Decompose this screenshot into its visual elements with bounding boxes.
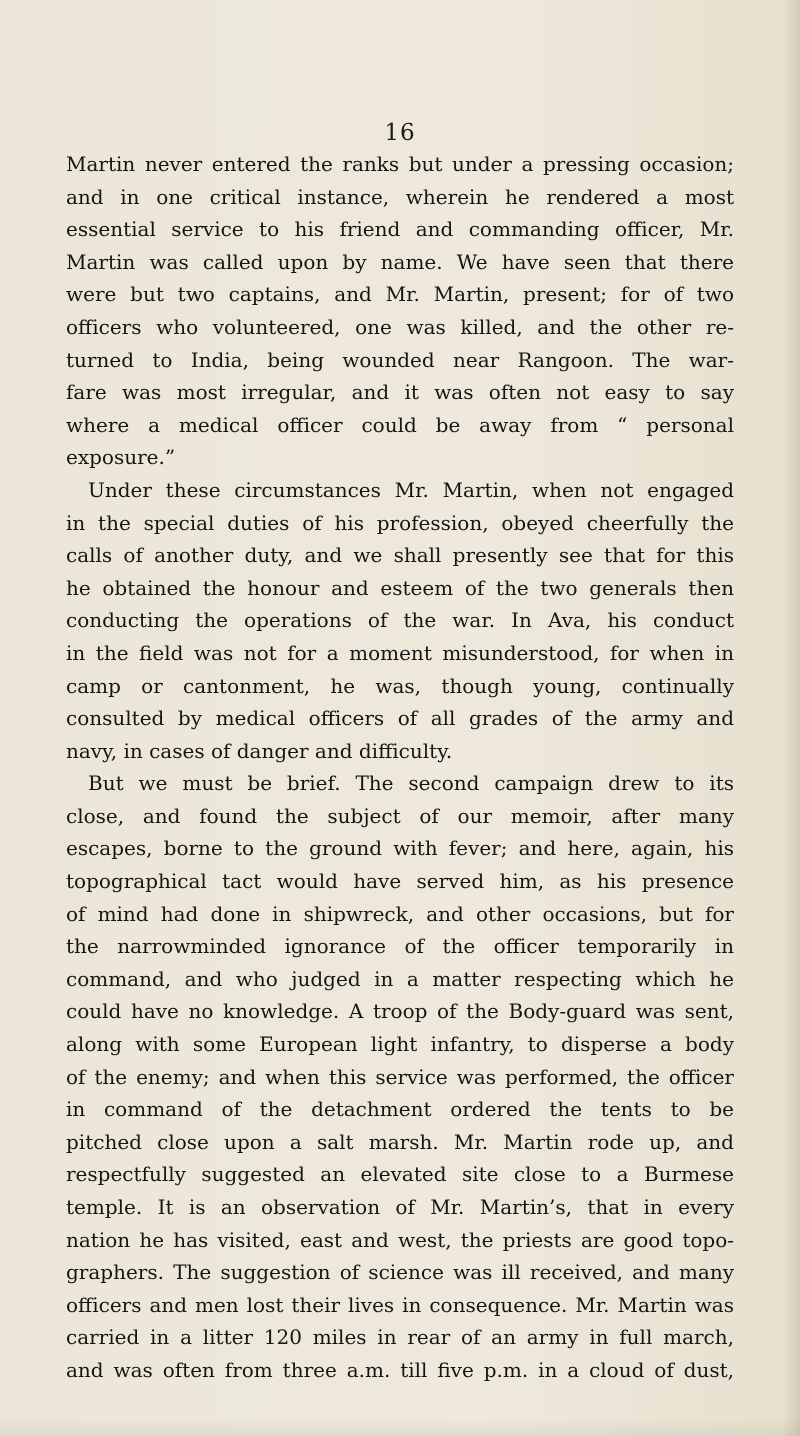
text-line: Martin was called upon by name. We have seen that there (66, 249, 734, 274)
text-line: exposure.” (66, 445, 176, 470)
text-line: camp or cantonment, he was, though young, continually (66, 673, 734, 698)
text-line: But we must be brief. The second campaign drew to its (88, 771, 734, 796)
text-line: in the special duties of his profession, obeyed cheerfully the (66, 510, 734, 535)
text-line: escapes, borne to the ground with fever; and here, again, his (66, 836, 734, 861)
text-line: in the field was not for a moment misunderstood, for when in (66, 640, 734, 665)
text-line: of mind had done in shipwreck, and other occasions, but for (66, 901, 734, 926)
page-edge-shadow (782, 0, 800, 1436)
text-line: conducting the operations of the war. In Ava, his conduct (66, 608, 734, 633)
text-line: fare was most irregular, and it was often not easy to say (66, 380, 734, 405)
text-line: nation he has visited, east and west, the priests are good topo- (66, 1227, 734, 1252)
text-line: where a medical officer could be away from “ personal (66, 412, 734, 437)
text-line: respectfully suggested an elevated site close to a Burmese (66, 1162, 734, 1187)
text-line: turned to India, being wounded near Rangoon. The war- (66, 347, 734, 372)
page-number: 16 (384, 120, 416, 146)
text-line: graphers. The suggestion of science was ill received, and many (66, 1260, 734, 1285)
text-line: navy, in cases of danger and difficulty. (66, 738, 453, 763)
text-line: command, and who judged in a matter respecting which he (66, 966, 734, 991)
text-line: essential service to his friend and commanding officer, Mr. (66, 217, 734, 242)
page-bottom-shade (0, 1418, 800, 1436)
text-line: officers who volunteered, one was killed, and the other re- (66, 314, 734, 339)
text-line: carried in a litter 120 miles in rear of an army in full march, (66, 1325, 734, 1350)
text-line: could have no knowledge. A troop of the Body-guard was sent, (66, 999, 734, 1024)
text-line: and in one critical instance, wherein he rendered a most (66, 184, 734, 209)
text-line: officers and men lost their lives in consequence. Mr. Martin was (66, 1292, 734, 1317)
text-line: topographical tact would have served him, as his presence (66, 869, 734, 894)
text-line: Under these circumstances Mr. Martin, when not engaged (88, 477, 734, 502)
text-line: the narrowminded ignorance of the officer temporarily in (66, 934, 734, 959)
text-line: in command of the detachment ordered the tents to be (66, 1097, 734, 1122)
text-line: and was often from three a.m. till five p.m. in a cloud of dust, (66, 1357, 734, 1382)
text-line: he obtained the honour and esteem of the two generals then (66, 575, 734, 600)
text-line: Martin never entered the ranks but under a pressing occasion; (66, 152, 734, 176)
text-line: pitched close upon a salt marsh. Mr. Martin rode up, and (66, 1129, 734, 1154)
text-line: along with some European light infantry, to disperse a body (66, 1032, 734, 1057)
text-line: of the enemy; and when this service was performed, the officer (66, 1064, 734, 1089)
text-line: were but two captains, and Mr. Martin, present; for of two (66, 282, 734, 307)
text-line: calls of another duty, and we shall presently see that for this (66, 543, 734, 568)
text-line: close, and found the subject of our memoir, after many (66, 803, 734, 828)
text-line: consulted by medical officers of all grades of the army and (66, 706, 734, 731)
body-text (66, 148, 734, 1387)
text-line: temple. It is an observation of Mr. Martin’s, that in every (66, 1195, 734, 1219)
